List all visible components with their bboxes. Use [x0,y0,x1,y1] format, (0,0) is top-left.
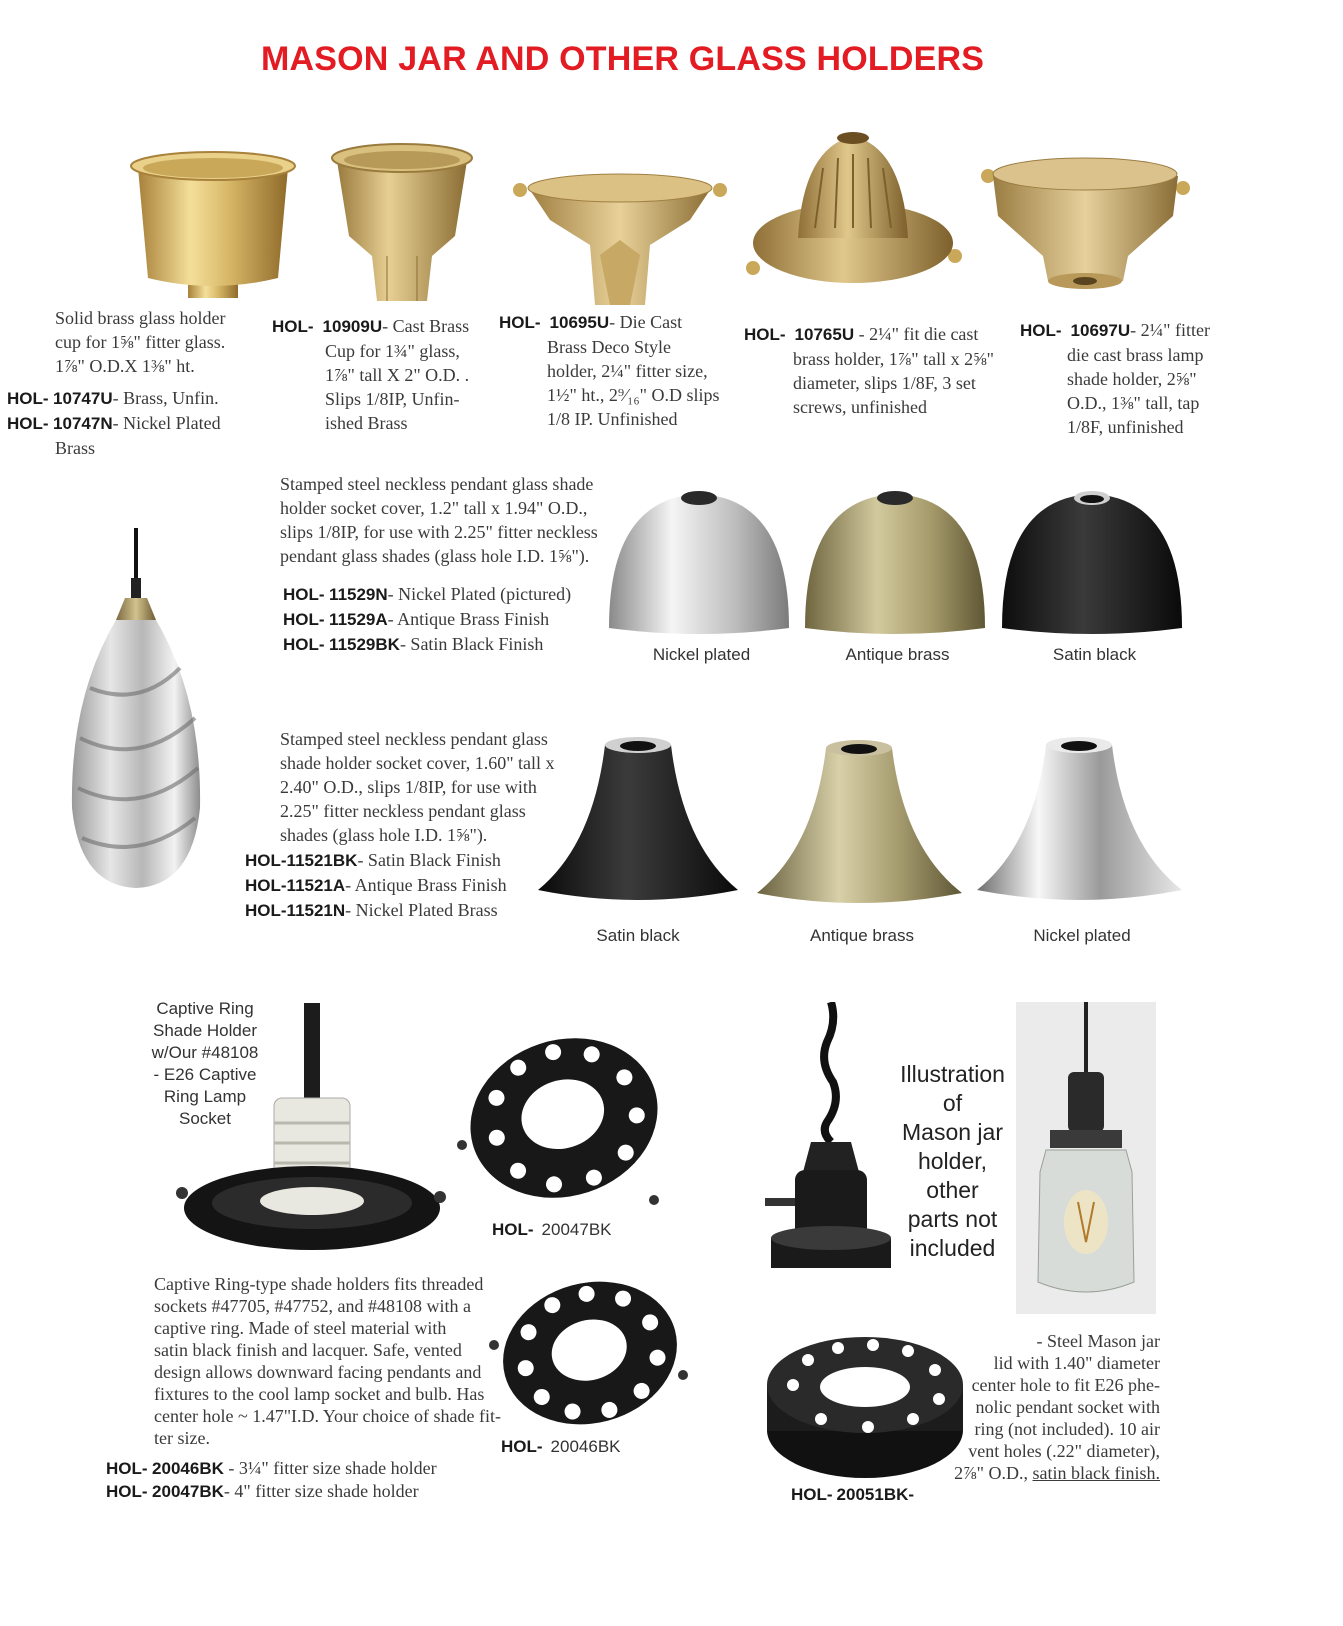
captive-ring-socket-image [174,1003,449,1263]
desc-10909: HOL- 10909U- Cast Brass Cup for 1¾" glass, 1⅞" tall X 2" O.D. . Slips 1/8IP, Unfin- ished Brass [272,316,470,433]
desc-20051: - Steel Mason jar lid with 1.40" diameter center hole to fit E26 phe- nolic pendant socket with ring (not included). 10 air vent holes (.22" diameter), 2⅞" O.D., satin black finish. [954,1331,1160,1483]
bell-nickel-image [972,735,1187,905]
brass-cup-10909-image [327,136,477,306]
variants-20046-20047: HOL- 20046BK - 3¼" fitter size shade holder HOL- 20047BK- 4" fitter size shade holder [106,1458,437,1501]
caption-bell-antique-brass: Antique brass [810,926,914,945]
brass-holder-10695-image [510,160,730,310]
ring-holder-20046-image [488,1275,693,1435]
dome-antique-brass-image [800,488,990,638]
caption-dome-satin-black: Satin black [1052,645,1137,664]
desc-captive-ring: Captive Ring-type shade holders fits threaded sockets #47705, #47752, and #48108 with a captive ring. Made of steel material with satin black finish and lacquer. Safe, vented design allows downward facing pendants and fixtures to the cool lamp socket and bulb. Has center hole ~ 1.47"I.D. Your choice of shade fit- ter size. [154,1274,501,1448]
bell-satin-black-image [533,735,743,905]
twisted-cord-socket-image [763,1002,898,1282]
mason-jar-pendant-image [1016,1002,1156,1314]
variants-11529: HOL- 11529N- Nickel Plated (pictured) HOL- 11529A- Antique Brass Finish HOL- 11529BK- Satin Black Finish [283,584,572,654]
desc-11521: Stamped steel neckless pendant glass shade holder socket cover, 1.60" tall x 2.40" O.D., slips 1/8IP, for use with 2.25" fitter neckless pendant glass shades (glass hole I.D. 1⅝"). [280,729,555,845]
desc-10765: HOL- 10765U - 2¼" fit die cast brass holder, 1⅞" tall x 2⅝" diameter, slips 1/8F, 3 set screws, unfinished [744,324,994,417]
caption-bell-nickel: Nickel plated [1033,926,1131,945]
bell-antique-brass-image [752,738,967,908]
caption-dome-antique-brass: Antique brass [845,645,950,664]
label-20047: HOL- 20047BK [492,1220,612,1239]
desc-11529: Stamped steel neckless pendant glass shade holder socket cover, 1.2" tall x 1.94" O.D., slips 1/8IP, for use with 2.25" fitter neckless pendant glass shades (glass hole I.D. 1⅝"). [280,474,598,566]
brass-holder-10765-image [743,128,963,298]
captive-ring-caption: Captive Ring Shade Holder w/Our #48108 - E26 Captive Ring Lamp Socket [151,999,259,1128]
dome-satin-black-image [997,488,1187,638]
caption-dome-nickel: Nickel plated [652,645,751,664]
ring-holder-20047-image [454,1030,674,1215]
desc-10697: HOL- 10697U- 2¼" fitter die cast brass lamp shade holder, 2⅝" O.D., 1⅜" tall, tap 1/8F, unfinished [1020,320,1210,437]
page-title: MASON JAR AND OTHER GLASS HOLDERS [261,40,985,78]
pendant-glass-shade-image [40,478,235,893]
label-20051: HOL- 20051BK- [791,1485,915,1504]
dome-nickel-image [604,488,794,638]
caption-bell-satin-black: Satin black [596,926,680,945]
illustration-note: Illustration of Mason jar holder, other parts not included [900,1061,1005,1261]
variants-11521: HOL-11521BK- Satin Black Finish HOL-11521A- Antique Brass Finish HOL-11521N- Nickel Plated Brass [245,850,507,920]
brass-cup-10747-image [128,146,298,301]
desc-10747: Solid brass glass holder cup for 1⅝" fitter glass. 1⅞" O.D.X 1⅜" ht. [55,308,226,376]
brass-holder-10697-image [978,146,1193,296]
label-20046: HOL- 20046BK [501,1437,621,1456]
variants-10747: HOL- 10747U- Brass, Unfin. HOL- 10747N- Nickel Plated Brass [7,388,221,458]
desc-10695: HOL- 10695U- Die Cast Brass Deco Style holder, 2¼" fitter size, 1½" ht., 2⁹⁄₁₆" O.D slips 1/8 IP. Unfinished [499,312,720,429]
